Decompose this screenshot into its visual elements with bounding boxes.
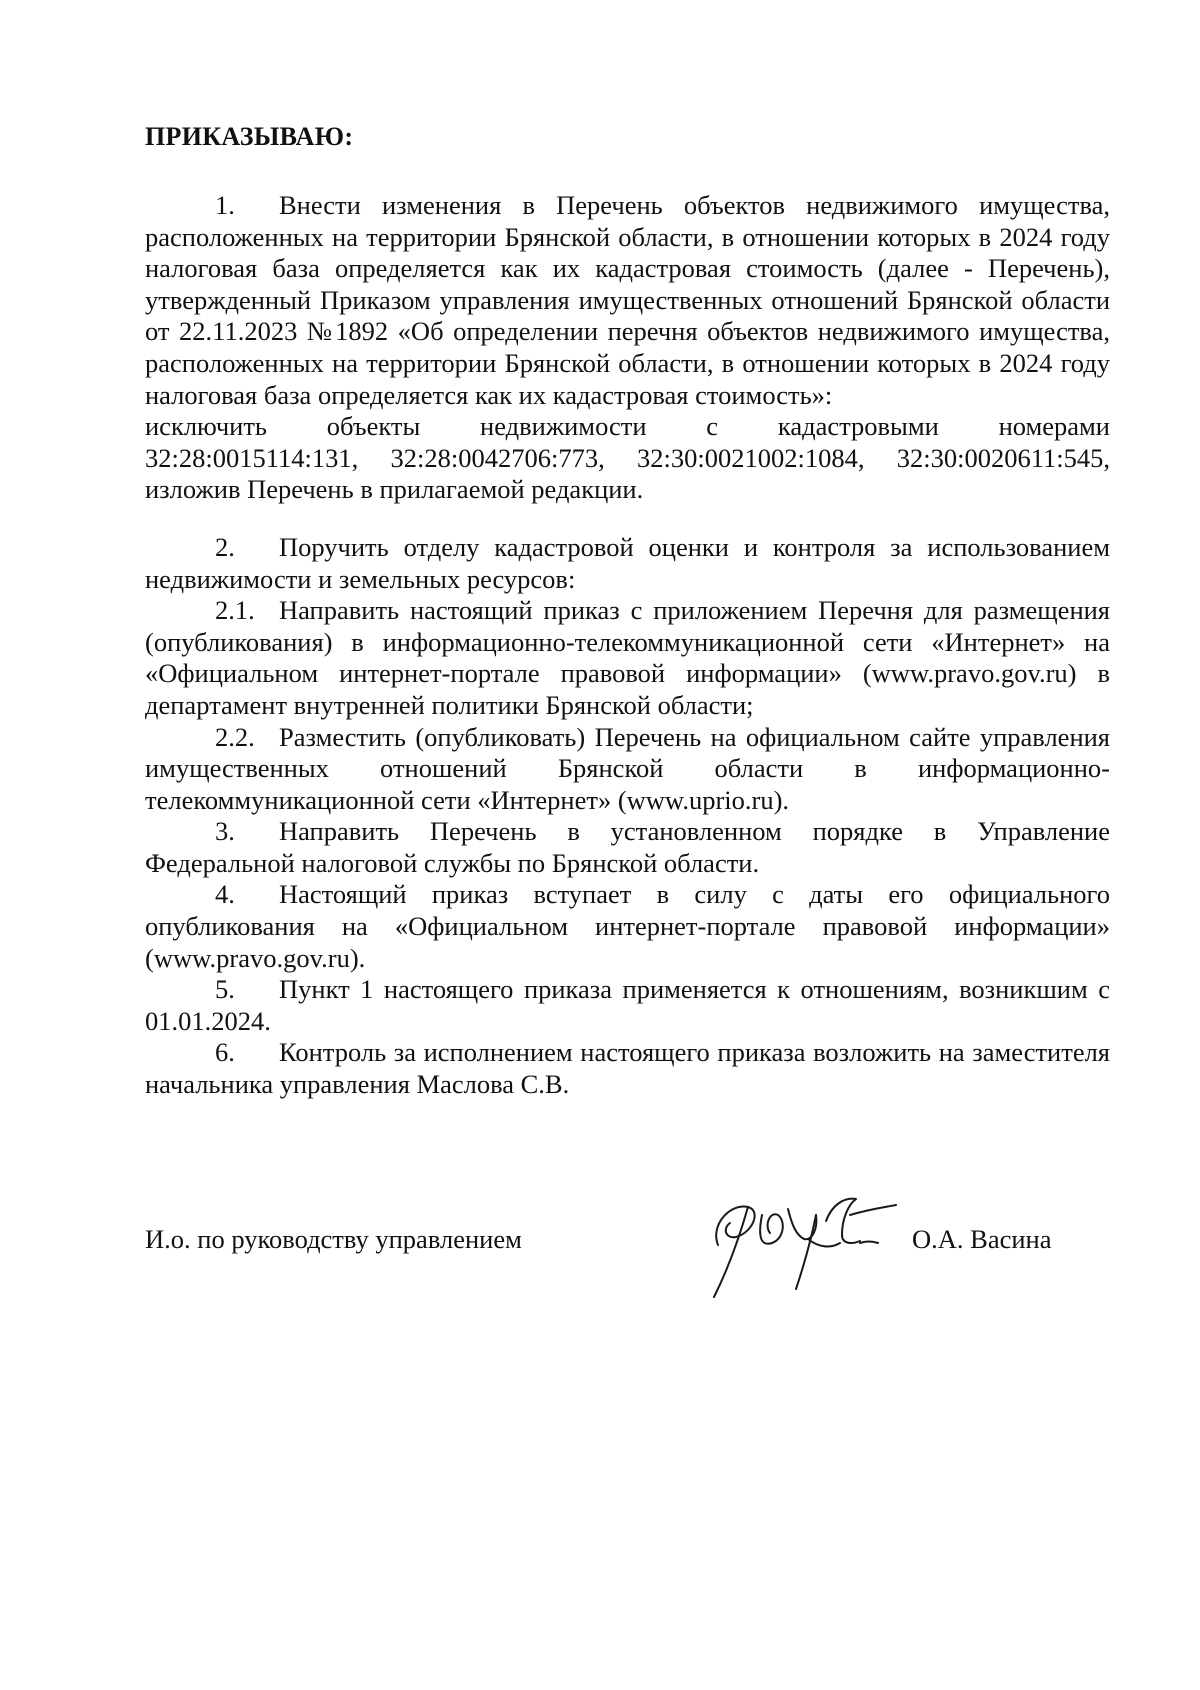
item-text: Контроль за исполнением настоящего приказа возложить на заместителя начальника управления Маслова С.В. [145, 1037, 1110, 1100]
item-1-tail: изложив Перечень в прилагаемой редакции. [145, 474, 644, 505]
item-number: 2.1. [215, 595, 255, 626]
document-body [145, 190, 1110, 1101]
item-number: 5. [215, 974, 235, 1005]
signatory-title: И.о. по руководству управлением [145, 1224, 522, 1254]
item-number: 3. [215, 816, 235, 847]
item-text: Настоящий приказ вступает в силу с даты его официального опубликования на «Официальном интернет-портале правовой информации» (www.pravo.gov.ru). [145, 879, 1110, 973]
item-4 [145, 879, 1110, 974]
item-number: 4. [215, 879, 235, 910]
paragraph-gap [145, 506, 1110, 532]
item-number: 6. [215, 1037, 235, 1068]
item-1 [145, 190, 1110, 411]
signatory-name: О.А. Васина [912, 1224, 1052, 1254]
item-2-1 [145, 595, 1110, 721]
item-number: 2. [215, 531, 235, 562]
item-5 [145, 974, 1110, 1037]
item-text: Пункт 1 настоящего приказа применяется к отношениям, возникшим с 01.01.2024. [145, 974, 1110, 1036]
item-text: Внести изменения в Перечень объектов недвижимого имущества, расположенных на территории Брянской области, в отношении которых в 2024 году налоговая база определяется как их кадастровая стоимость (далее - Перечень), утвержденный Приказом управления имущественных отношений Брянской области от 22.11.2023 №1892 «Об определении перечня объектов недвижимого имущества, расположенных на территории Брянской области, в отношении которых в 2024 году налоговая база определяется как их кадастровая стоимость»: [145, 190, 1110, 410]
order-heading: ПРИКАЗЫВАЮ: [145, 122, 354, 151]
item-text: Разместить (опубликовать) Перечень на официальном сайте управления имущественных отношений Брянской области в информационно-телекоммуникационной сети «Интернет» (www.uprio.ru). [145, 721, 1110, 815]
item-text: Поручить отделу кадастровой оценки и контроля за использованием недвижимости и земельных ресурсов: [145, 531, 1110, 594]
item-number: 1. [215, 190, 235, 220]
item-2 [145, 532, 1110, 595]
item-text: Направить настоящий приказ с приложением Перечня для размещения (опубликования) в информационно-телекоммуникационной сети «Интернет» на «Официальном интернет-портале правовой информации» (www.pravo.gov.ru) в департамент внутренней политики Брянской области; [145, 595, 1110, 720]
item-number: 2.2. [215, 721, 255, 752]
item-2-2 [145, 722, 1110, 817]
item-1-exclude-line: исключить объекты недвижимости с кадастровыми номерами [145, 411, 1110, 442]
item-6 [145, 1037, 1110, 1100]
item-1-cadastral-numbers: 32:28:0015114:131, 32:28:0042706:773, 32:30:0021002:1084, 32:30:0020611:545, [145, 442, 1110, 473]
handwritten-signature [700, 1185, 900, 1305]
item-3 [145, 816, 1110, 879]
item-text: Направить Перечень в установленном порядке в Управление Федеральной налоговой службы по Брянской области. [145, 816, 1110, 878]
